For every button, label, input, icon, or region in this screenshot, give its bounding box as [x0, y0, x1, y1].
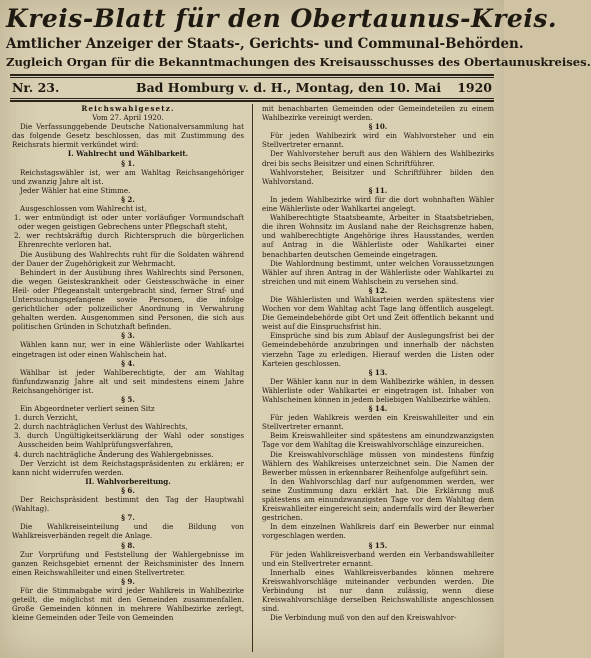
- issue-info-bar: [12, 80, 492, 96]
- header-rule-top: [10, 74, 494, 76]
- paragraph: Der Wahlvorsteher beruft aus den Wählern des Wahlbezirks drei bis sechs Beisitzer und einen Schriftführer.: [262, 149, 494, 168]
- header-rule-bottom-thin: [10, 98, 494, 99]
- section-heading: § 2.: [121, 194, 135, 204]
- section-heading: Reichswahlgesetz.: [81, 104, 175, 113]
- paragraph: Für jeden Wahlkreisverband werden ein Verbandswahlleiter und ein Stellvertreter ernannt.: [262, 549, 494, 568]
- paragraph: In jedem Wahlbezirke wird für die dort wohnhaften Wähler eine Wählerliste oder Wahlkartei angelegt.: [262, 194, 494, 214]
- issue-number: Nr. 23.: [12, 80, 60, 95]
- paragraph: Wahlvorsteher, Beisitzer und Schriftführer bilden den Wahlvorstand.: [262, 167, 494, 186]
- masthead-title: Kreis-Blatt für den Obertaunus-Kreis.: [6, 4, 558, 33]
- paragraph: Die Wahlkreiseinteilung und die Bildung von Wahlkreisverbänden regelt die Anlage.: [12, 522, 244, 541]
- paragraph: 1. durch Verzicht,: [14, 413, 79, 423]
- paragraph: 4. durch nachträgliche Änderung des Wahlergebnisses.: [14, 449, 214, 459]
- paragraph: Die Kreiswahlvorschläge müssen von mindestens fünfzig Wählern des Wahlkreises unterzeichnet sein. Die Namen der Bewerber müssen in erkennbarer Reihenfolge aufgeführt sein.: [262, 449, 494, 477]
- paragraph: Die Wahlordnung bestimmt, unter welchen Voraussetzungen Wähler auf ihren Antrag in der Wählerliste oder Wahlkartei zu streichen und mit einem Wahlschein zu versehen sind.: [262, 258, 494, 286]
- paragraph: Für die Stimmabgabe wird jeder Wahlkreis in Wahlbezirke geteilt, die möglichst mit den Gemeinden zusammenfallen. Große Gemeinden können in mehrere Wahlbezirke zerlegt, kleine Gemeinden oder Teile von Gemeinden: [12, 585, 244, 623]
- masthead-subtitle: Amtlicher Anzeiger der Staats-, Gerichts- und Communal-Behörden.: [6, 36, 524, 52]
- paragraph: Innerhalb eines Wahlkreisverbandes können mehrere Kreiswahlvorschläge miteinander verbunden werden. Die Verbindung ist nur dann zulässig, wenn diese Kreiswahlvorschläge derselben Reichswahlliste angeschlossen sind.: [262, 567, 494, 614]
- paragraph: 2. durch nachträglichen Verlust des Wahlrechts,: [14, 422, 188, 432]
- paragraph: 3. durch Ungültigkeitserklärung der Wahl oder sonstiges Ausscheiden beim Wahlprüfungsverfahren,: [14, 431, 244, 450]
- paragraph: Die Verfassunggebende Deutsche Nationalversammlung hat das folgende Gesetz beschlossen, das mit Zustimmung des Reichsrats hiermit verkündet wird:: [12, 122, 244, 150]
- left-text-column: [12, 104, 244, 654]
- section-heading: § 7.: [121, 513, 135, 523]
- section-heading: II. Wahlvorbereitung.: [85, 476, 171, 486]
- section-heading: § 9.: [121, 576, 135, 586]
- issue-place-date: Bad Homburg v. d. H., Montag, den 10. Mai: [136, 80, 442, 95]
- section-heading: § 11.: [368, 185, 388, 195]
- paragraph: Wählen kann nur, wer in eine Wählerliste oder Wahlkartei eingetragen ist oder einen Wahlschein hat.: [12, 340, 244, 359]
- paragraph: Behindert in der Ausübung ihres Wahlrechts sind Personen, die wegen Geisteskrankheit oder Geistesschwäche in einer Heil- oder Pflegeanstalt untergebracht sind, ferner Straf- und Untersuchungsgefangene sowie Personen, die infolge gerichtlicher oder polizeilicher Anordnung in Verwahrung gehalten werden. Ausgenommen sind Personen, die sich aus politischen Gründen in Schutzhaft befinden.: [12, 267, 244, 332]
- header-rule-bottom: [10, 100, 494, 102]
- section-heading: § 14.: [368, 404, 388, 414]
- section-heading: I. Wahlrecht und Wählbarkeit.: [67, 149, 189, 159]
- paragraph: Die Wählerlisten und Wahlkarteien werden spätestens vier Wochen vor dem Wahltag acht Tage lang öffentlich ausgelegt. Die Gemeindebehörde gibt Ort und Zeit öffentlich bekannt und weist auf die Einspruchsfrist hin.: [262, 294, 494, 332]
- paragraph: Der Reichspräsident bestimmt den Tag der Hauptwahl (Wahltag).: [12, 495, 244, 514]
- paragraph: Wahlberechtigte Staatsbeamte, Arbeiter in Staatsbetrieben, die ihren Wohnsitz im Ausland nahe der Reichsgrenze haben, und wahlberechtigte Angehörige ihres Hausstandes, werden auf Antrag in die Wählerliste oder Wahlkartei einer benachbarten deutschen Gemeinde eingetragen.: [262, 213, 494, 259]
- issue-year: 1920: [457, 80, 492, 95]
- paragraph: 2. wer rechtskräftig durch Richterspruch die bürgerlichen Ehrenrechte verloren hat.: [14, 231, 244, 250]
- section-heading: § 3.: [121, 331, 135, 341]
- paragraph: 1. wer entmündigt ist oder unter vorläufiger Vormundschaft oder wegen geistigen Gebrechens unter Pflegschaft steht,: [14, 213, 244, 232]
- paragraph: Wählbar ist jeder Wahlberechtigte, der am Wahltag fünfundzwanzig Jahre alt und seit mindestens einem Jahre Reichsangehöriger ist.: [12, 367, 244, 395]
- section-heading: § 5.: [121, 395, 135, 404]
- paragraph: Beim Kreiswahlleiter sind spätestens am einundzwanzigsten Tage vor dem Wahltag die Kreiswahlvorschläge einzureichen.: [262, 431, 494, 450]
- paragraph: Der Wähler kann nur in dem Wahlbezirke wählen, in dessen Wählerliste oder Wahlkartei er eingetragen ist. Inhaber von Wahlscheinen können in jedem beliebigen Wahlbezirke wählen.: [262, 376, 494, 404]
- paragraph: Die Ausübung des Wahlrechts ruht für die Soldaten während der Dauer der Zugehörigkeit zur Wehrmacht.: [12, 249, 244, 268]
- header-rule-top-thin: [10, 77, 494, 78]
- right-text-column: [262, 104, 494, 654]
- paragraph: Einsprüche sind bis zum Ablauf der Auslegungsfrist bei der Gemeindebehörde anzubringen und innerhalb der nächsten vierzehn Tage zu erledigen. Hierauf werden die Listen oder Karteien geschlossen.: [262, 331, 494, 368]
- section-heading: § 8.: [121, 540, 135, 550]
- column-divider: [252, 104, 253, 652]
- paragraph: Zur Vorprüfung und Feststellung der Wahlergebnisse im ganzen Reichsgebiet ernennt der Reichsminister des Innern einen Reichswahlleiter und einen Stellvertreter.: [12, 549, 244, 577]
- paragraph: In den Wahlvorschlag darf nur aufgenommen werden, wer seine Zustimmung dazu erklärt hat. Die Erklärung muß spätestens am einundzwanzigsten Tage vor dem Wahltag dem Kreiswahlleiter eingereicht sein; andernfalls wird der Bewerber gestrichen.: [262, 476, 494, 523]
- paragraph: Reichstagswähler ist, wer am Wahltag Reichsangehöriger und zwanzig Jahre alt ist.: [12, 167, 244, 186]
- paragraph: mit benachbarten Gemeinden oder Gemeindeteilen zu einem Wahlbezirke vereinigt werden.: [262, 104, 494, 123]
- section-heading: § 6.: [121, 485, 135, 495]
- paragraph: Für jeden Wahlbezirk wird ein Wahlvorsteher und ein Stellvertreter ernannt.: [262, 131, 494, 150]
- section-heading: § 15.: [368, 540, 388, 550]
- paragraph: Die Verbindung muß von den auf den Kreiswahlvor-: [270, 613, 457, 623]
- section-heading: § 12.: [368, 285, 388, 295]
- paragraph: Ein Abgeordneter verliert seinen Sitz: [20, 404, 155, 414]
- paragraph: Für jeden Wahlkreis werden ein Kreiswahlleiter und ein Stellvertreter ernannt.: [262, 413, 494, 432]
- paragraph: In dem einzelnen Wahlkreis darf ein Bewerber nur einmal vorgeschlagen werden.: [262, 522, 494, 541]
- section-heading: § 4.: [121, 358, 135, 368]
- section-heading: § 1.: [121, 158, 135, 168]
- paragraph: Der Verzicht ist dem Reichstagspräsidenten zu erklären; er kann nicht widerrufen werden.: [12, 458, 244, 477]
- section-heading: Vom 27. April 1920.: [92, 113, 164, 123]
- section-heading: § 10.: [368, 122, 388, 132]
- masthead-tagline: Zugleich Organ für die Bekanntmachungen des Kreisausschusses des Obertaunuskreises.: [6, 55, 591, 69]
- section-heading: § 13.: [368, 367, 388, 377]
- paragraph: Jeder Wähler hat eine Stimme.: [20, 185, 131, 195]
- paragraph: Ausgeschlossen vom Wahlrecht ist,: [20, 204, 147, 214]
